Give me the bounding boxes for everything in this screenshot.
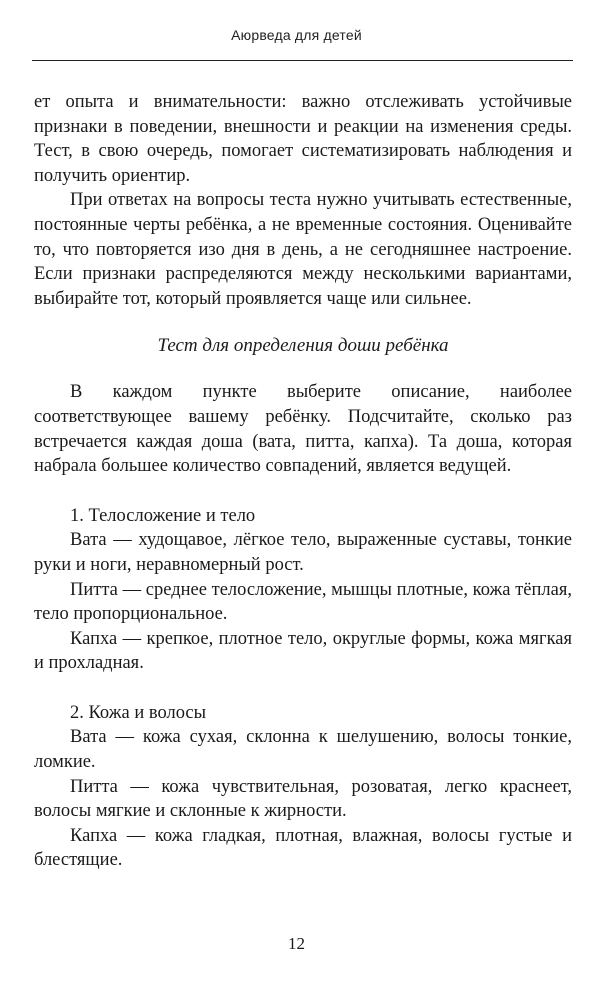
main-text [34, 90, 572, 873]
section-intro: В каждом пункте выберите описание, наиболее соответствующее вашему ребёнку. Подсчитайте, сколько раз встречается каждая доша (вата, питта, капха). Та доша, которая набрала большее количество совпадений, является ведущей. [34, 382, 572, 477]
paragraph: При ответах на вопросы теста нужно учитывать естественные, постоянные черты ребёнка, а не временные состояния. Оценивайте то, что повторяется изо дня в день, а не сегодняшнее настроение. Если признаки распределяются между несколькими вариантами, выбирайте тот, который проявляется чаще или сильнее. [34, 190, 572, 309]
paragraph-continued: ет опыта и внимательности: важно отслеживать устойчивые признаки в поведении, внешности и реакции на изменения среды. Тест, в свою очередь, помогает систематизировать наблюдения и получить ориентир. [34, 92, 572, 186]
page-number: 12 [288, 934, 305, 953]
item-option-pitta: Питта — среднее телосложение, мышцы плотные, кожа тёплая, тело пропорциональное. [34, 579, 572, 625]
item-option-kapha: Капха — кожа гладкая, плотная, влажная, волосы густые и блестящие. [34, 825, 572, 871]
running-title: Аюрведа для детей [231, 27, 362, 43]
section-title: Тест для определения доши ребёнка [157, 335, 449, 357]
header-rule [32, 60, 573, 61]
item-heading: 2. Кожа и волосы [70, 702, 207, 723]
item-option-vata: Вата — кожа сухая, склонна к шелушению, волосы тонкие, ломкие. [34, 727, 572, 773]
item-option-pitta: Питта — кожа чувствительная, розоватая, легко краснеет, волосы мягкие и склонные к жирности. [34, 776, 572, 822]
item-heading: 1. Телосложение и тело [70, 505, 256, 526]
item-option-kapha: Капха — крепкое, плотное тело, округлые формы, кожа мягкая и прохладная. [34, 628, 572, 674]
item-option-vata: Вата — худощавое, лёгкое тело, выраженные суставы, тонкие руки и ноги, неравномерный рост. [34, 530, 572, 575]
